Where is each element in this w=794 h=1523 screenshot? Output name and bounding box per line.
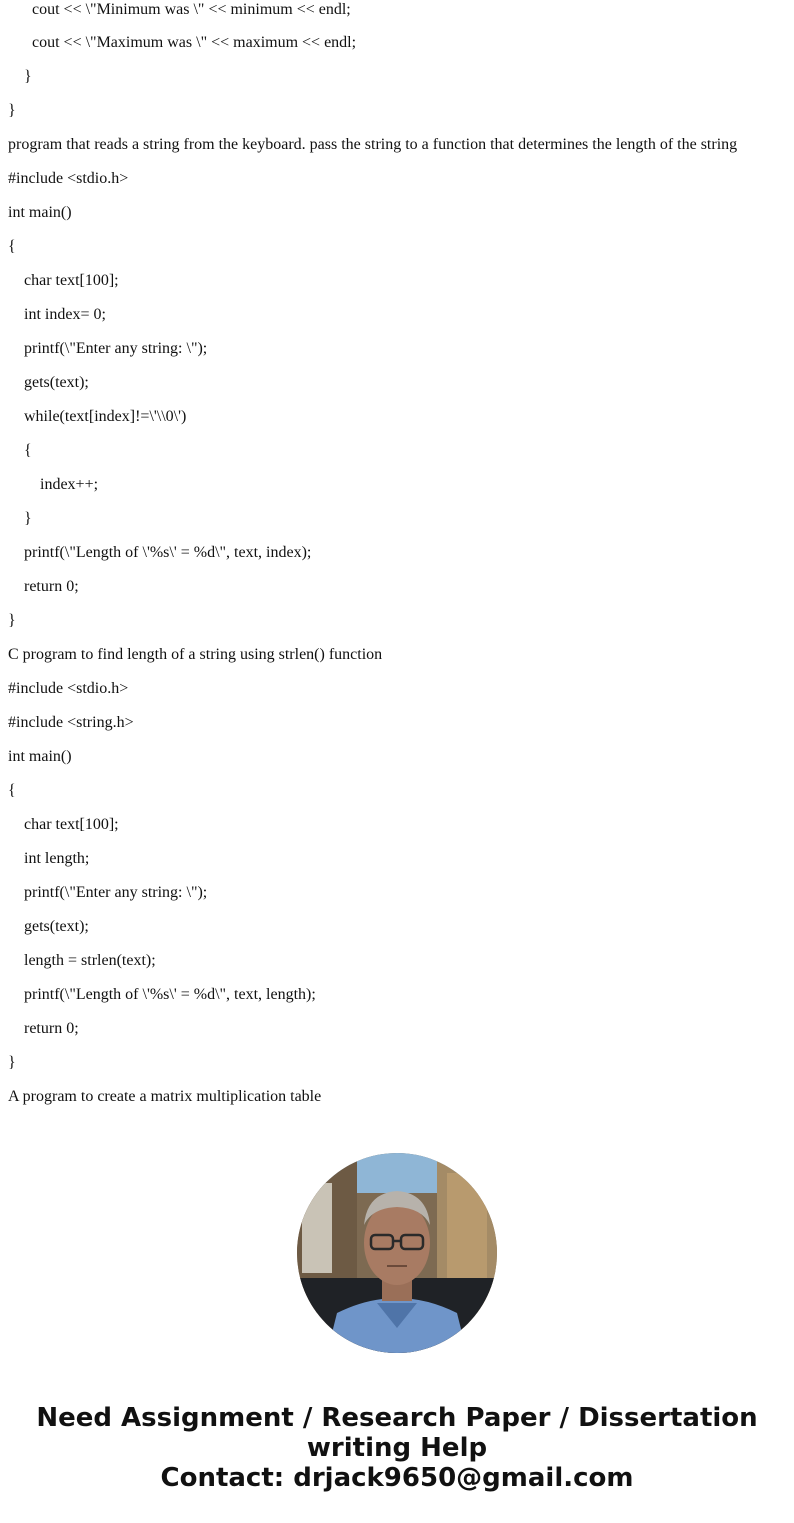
document-line: char text[100]; xyxy=(24,272,119,289)
document-line: } xyxy=(8,1054,16,1071)
person-photo-icon xyxy=(297,1153,497,1353)
promo-contact-line: Contact: drjack9650@gmail.com xyxy=(160,1463,634,1493)
document-line: printf(\"Length of \'%s\' = %d\", text, index); xyxy=(24,544,312,561)
document-line: } xyxy=(8,102,16,119)
document-line: { xyxy=(8,238,16,255)
document-line: } xyxy=(24,68,32,85)
document-line: int index= 0; xyxy=(24,306,106,323)
document-line: int length; xyxy=(24,850,90,867)
promo-line-2: writing Help xyxy=(306,1433,488,1463)
document-line: printf(\"Enter any string: \"); xyxy=(24,884,208,901)
document-line: cout << \"Maximum was \" << maximum << endl; xyxy=(32,34,357,51)
document-line: char text[100]; xyxy=(24,816,119,833)
document-line: gets(text); xyxy=(24,918,89,935)
promo-banner xyxy=(0,1403,794,1493)
document-line: printf(\"Length of \'%s\' = %d\", text, length); xyxy=(24,986,316,1003)
avatar xyxy=(297,1153,497,1353)
document-line: { xyxy=(8,782,16,799)
document-line: printf(\"Enter any string: \"); xyxy=(24,340,208,357)
document-line: while(text[index]!=\'\\0\') xyxy=(24,408,187,425)
document-line: C program to find length of a string using strlen() function xyxy=(8,646,383,663)
document-line: length = strlen(text); xyxy=(24,952,156,969)
document-line: #include <string.h> xyxy=(8,714,134,731)
document-line: #include <stdio.h> xyxy=(8,170,129,187)
document-line: { xyxy=(24,442,32,459)
document-line: cout << \"Minimum was \" << minimum << endl; xyxy=(32,1,351,18)
document-line: #include <stdio.h> xyxy=(8,680,129,697)
document-line: int main() xyxy=(8,748,72,765)
document-line: return 0; xyxy=(24,578,79,595)
document-line: } xyxy=(24,510,32,527)
document-line: gets(text); xyxy=(24,374,89,391)
document-body xyxy=(8,0,786,1121)
document-line: program that reads a string from the keyboard. pass the string to a function that determines the length of the string xyxy=(8,136,738,153)
document-line: int main() xyxy=(8,204,72,221)
document-line: index++; xyxy=(40,476,99,493)
document-line: } xyxy=(8,612,16,629)
document-line: A program to create a matrix multiplication table xyxy=(8,1088,322,1105)
document-line: return 0; xyxy=(24,1020,79,1037)
promo-line-1: Need Assignment / Research Paper / Dissertation xyxy=(36,1403,758,1433)
